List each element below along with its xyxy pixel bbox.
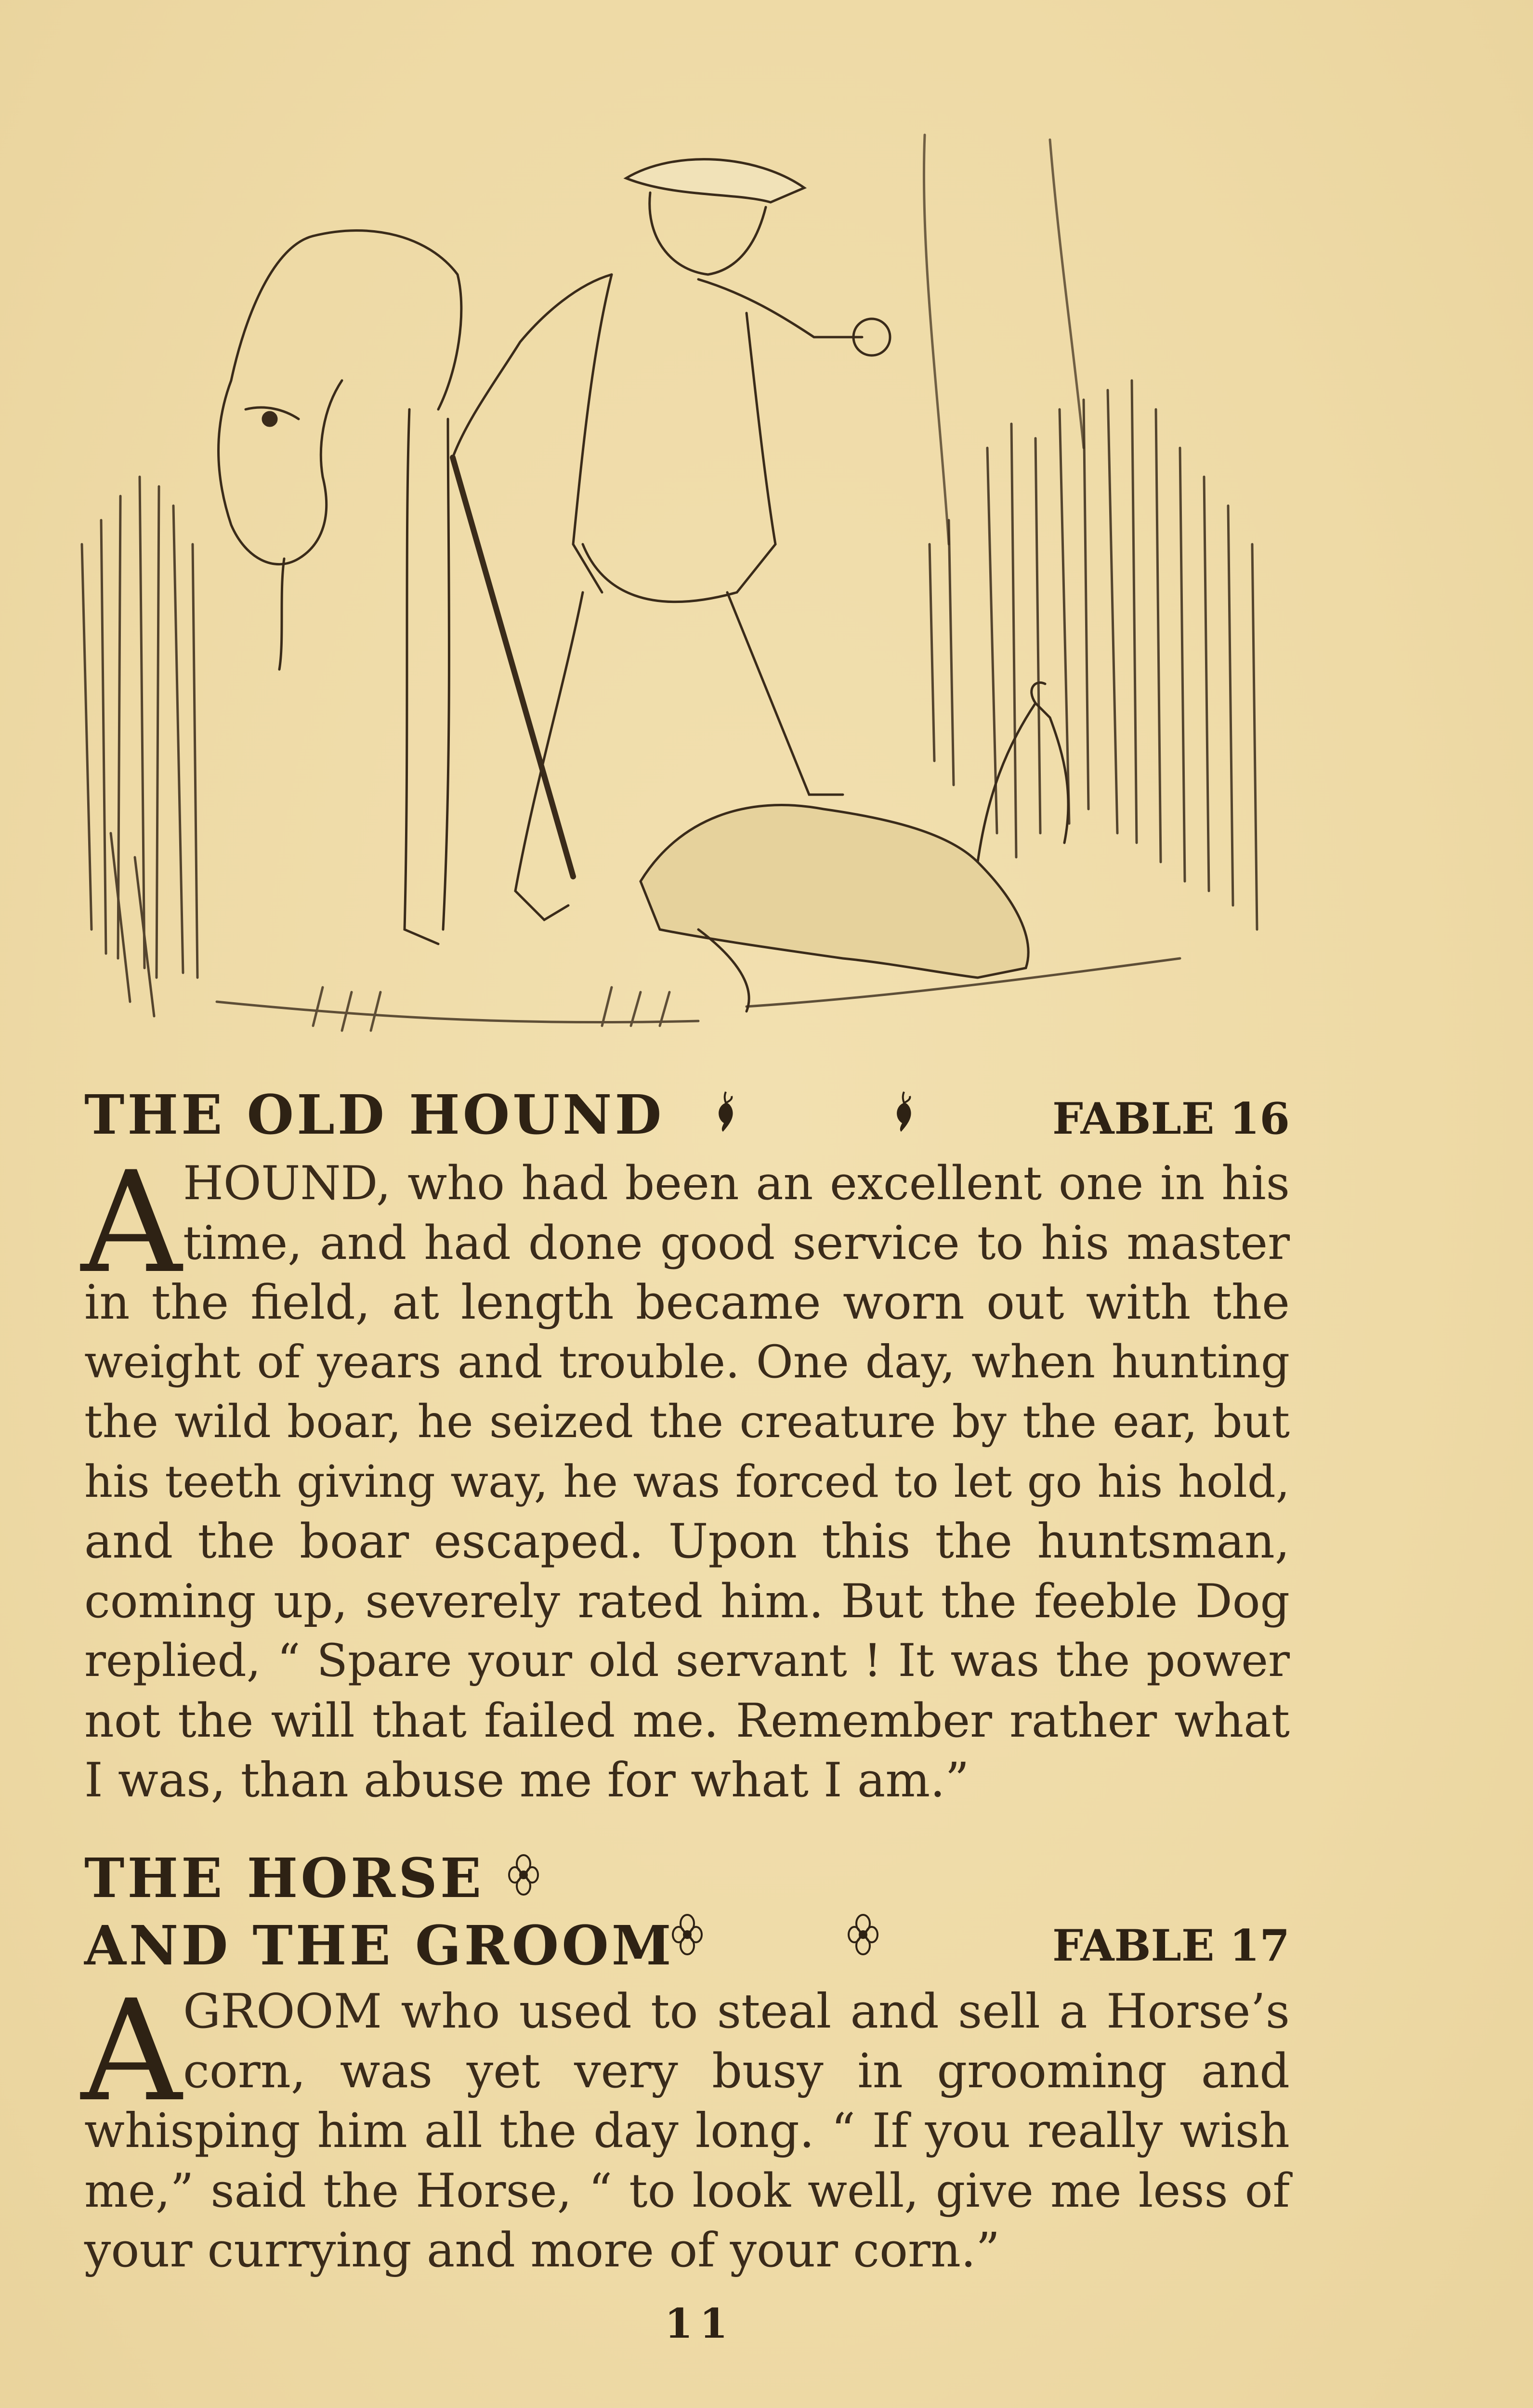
text-line: corn, was yet very busy in grooming and bbox=[183, 2044, 1290, 2099]
text-line: HOUND, who had been an excellent one in his bbox=[183, 1156, 1290, 1210]
huntsman-figure bbox=[453, 159, 890, 920]
fable-16-label: FABLE 16 bbox=[1052, 1093, 1290, 1144]
fable-17-text bbox=[84, 1982, 1290, 2280]
text-line: your currying and more of your corn.” bbox=[84, 2223, 1000, 2278]
text-line: in the field, at length became worn out with the bbox=[84, 1275, 1290, 1330]
fable-16-text bbox=[84, 1153, 1290, 1810]
fable-17-title-line2: AND THE GROOM bbox=[84, 1914, 674, 1977]
hound-illustration bbox=[72, 111, 1324, 1064]
text-line: and the boar escaped. Upon this the huntsman, bbox=[84, 1514, 1290, 1569]
fable-16-title: THE OLD HOUND bbox=[84, 1084, 665, 1147]
fable-17-label: FABLE 17 bbox=[1052, 1920, 1290, 1971]
text-line: weight of years and trouble. One day, when hunting bbox=[84, 1336, 1290, 1388]
flower-ornament-icon bbox=[508, 1853, 539, 1897]
text-line: I was, than abuse me for what I am.” bbox=[84, 1753, 970, 1808]
page-number: 11 bbox=[665, 2300, 734, 2347]
text-line: GROOM who used to steal and sell a Horse’s bbox=[183, 1984, 1290, 2039]
text-line: coming up, severely rated him. But the feeble Dog bbox=[84, 1574, 1290, 1628]
text-line: his teeth giving way, he was forced to let go his hold, bbox=[84, 1456, 1290, 1507]
drop-cap: A bbox=[81, 1970, 182, 2133]
text-line: not the will that failed me. Remember rather what bbox=[84, 1694, 1290, 1748]
flower-ornament-icon bbox=[672, 1913, 703, 1956]
text-line: time, and had done good service to his master bbox=[183, 1216, 1290, 1270]
drop-cap: A bbox=[81, 1142, 182, 1304]
flower-ornament-icon bbox=[848, 1913, 878, 1956]
pear-ornament-icon bbox=[710, 1089, 741, 1133]
ground bbox=[217, 958, 1180, 1031]
horse-figure bbox=[219, 231, 461, 944]
grass-right bbox=[930, 380, 1257, 929]
text-line: the wild boar, he seized the creature by the ear, but bbox=[84, 1396, 1290, 1448]
fable-17-title-line1: THE HORSE bbox=[84, 1847, 485, 1910]
hound-figure bbox=[641, 682, 1068, 1011]
text-line: replied, “ Spare your old servant ! It was the power bbox=[84, 1635, 1290, 1687]
text-line: me,” said the Horse, “ to look well, give me less of bbox=[84, 2164, 1290, 2218]
text-line: whisping him all the day long. “ If you really wish bbox=[84, 2104, 1290, 2159]
pear-ornament-icon bbox=[889, 1089, 919, 1133]
grass-left bbox=[82, 477, 197, 1016]
